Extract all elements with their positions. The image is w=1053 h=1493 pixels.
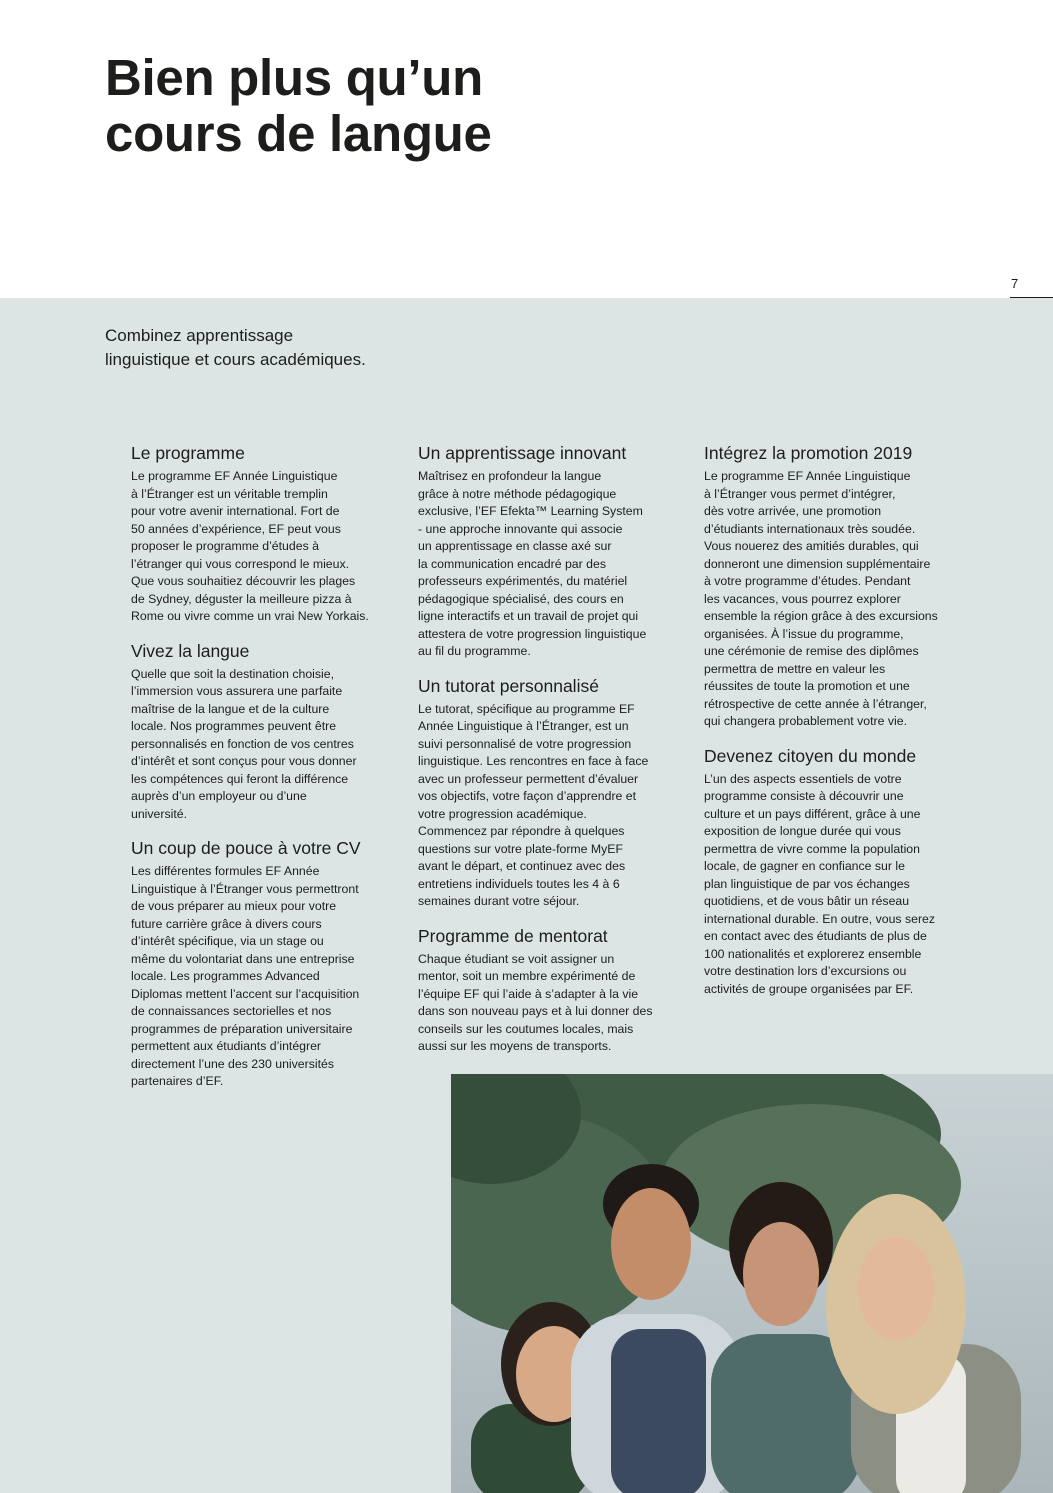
section-body: Chaque étudiant se voit assigner un mentor, soit un membre expérimenté de l’équipe EF qui l’aide à s’adapter à la vie dans son nouveau pays et à lui donner des conseils sur les coutumes locales, mais aussi sur les moyens de transports. — [418, 951, 653, 1053]
section-heading: Vivez la langue — [131, 640, 250, 661]
section-heading: Intégrez la promotion 2019 — [704, 443, 913, 463]
section-heading: Programme de mentorat — [418, 925, 608, 946]
section-body: Le programme EF Année Linguistique à l’Étranger est un véritable tremplin pour votre avenir international. Fort de 50 années d’expérience, EF peut vous proposer le programme d’études à l’étranger qui vous correspond le mieux. Que vous souhaitiez découvrir les plages de Sydney, déguster la meilleure pizza à Rome ou vivre comme un vrai New Yorkais. — [131, 469, 369, 623]
section-heading: Un tutorat personnalisé — [418, 675, 599, 696]
column-3 — [704, 442, 976, 1012]
photo-illustration — [451, 1074, 1053, 1493]
section-heading: Devenez citoyen du monde — [704, 745, 917, 766]
subtitle-line-1: Combinez apprentissage — [105, 326, 294, 345]
section-body: Le tutorat, spécifique au programme EF Année Linguistique à l’Étranger, est un suivi personnalisé de votre progression linguistique. Les rencontres en face à face avec un professeur permettent d’évaluer vos objectifs, votre façon d’apprendre et votre progression académique. Commencez par répondre à quelques questions sur votre plate-forme MyEF avant le départ, et continuez avec des entretiens individuels toutes les 4 à 6 semaines durant votre séjour. — [418, 701, 649, 908]
subtitle-line-2: linguistique et cours académiques. — [105, 350, 366, 369]
section-body: Les différentes formules EF Année Linguistique à l’Étranger vous permettront de vous préparer au mieux pour votre future carrière grâce à divers cours d’intérêt spécifique, via un stage ou même du volontariat dans une entreprise locale. Les programmes Advanced Diplomas mettent l’accent sur l’acquisition de connaissances sectorielles et nos programmes de préparation universitaire permettent aux étudiants d’intégrer directement l’une des 230 universités partenaires d’EF. — [131, 864, 360, 1088]
section-body: Quelle que soit la destination choisie, l’immersion vous assurera une parfaite maîtrise de la langue et de la culture locale. Nos programmes peuvent être personnalisés en fonction de vos centres d’intérêt et sont conçus pour vous donner les compétences qui feront la différence auprès d’un employeur ou d’une université. — [131, 666, 357, 821]
title-line-2: cours de langue — [105, 105, 492, 162]
section-heading: Un coup de pouce à votre CV — [131, 838, 361, 858]
section-body: Le programme EF Année Linguistique à l’Étranger vous permet d’intégrer, dès votre arrivée, une promotion d’étudiants internationaux très soudée. Vous nouerez des amitiés durables, qui donneront une dimension supplémentaire à votre programme d’études. Pendant les vacances, vous pourrez explorer ensemble la région grâce à des excursions organisées. À l’issue du programme, une cérémonie de remise des diplômes permettra de mettre en valeur les réussites de toute la promotion et une rétrospective de cette année à l’étranger, qui changera probablement votre vie. — [704, 469, 938, 728]
column-1 — [131, 442, 401, 1105]
section-heading: Le programme — [131, 443, 245, 463]
panel-subtitle — [105, 324, 366, 372]
section-body: L’un des aspects essentiels de votre programme consiste à découvrir une culture et un pays différent, grâce à une exposition de longue durée qui vous permettra de vivre comme la population locale, de gagner en confiance sur le plan linguistique de par vos échanges quotidiens, et de vous bâtir un réseau international durable. En outre, vous serez en contact avec des étudiants de plus de 100 nationalités et explorerez ensemble votre destination lors d’excursions ou activités de groupe organisées par EF. — [704, 771, 936, 996]
section-body: Maîtrisez en profondeur la langue grâce à notre méthode pédagogique exclusive, l’EF Efekta™ Learning System - une approche innovante qui associe un apprentissage en classe axé sur la communication encadré par des professeurs expérimentés, du matériel pédagogique spécialisé, des cours en ligne interactifs et un travail de projet qui attestera de votre progression linguistique au fil du programme. — [418, 469, 647, 658]
students-group-photo — [451, 1074, 1053, 1493]
section-heading: Un apprentissage innovant — [418, 443, 627, 463]
page-number: 7 — [1011, 276, 1019, 291]
title-line-1: Bien plus qu’un — [105, 49, 483, 106]
column-2 — [418, 442, 690, 1070]
page-title — [105, 50, 492, 162]
